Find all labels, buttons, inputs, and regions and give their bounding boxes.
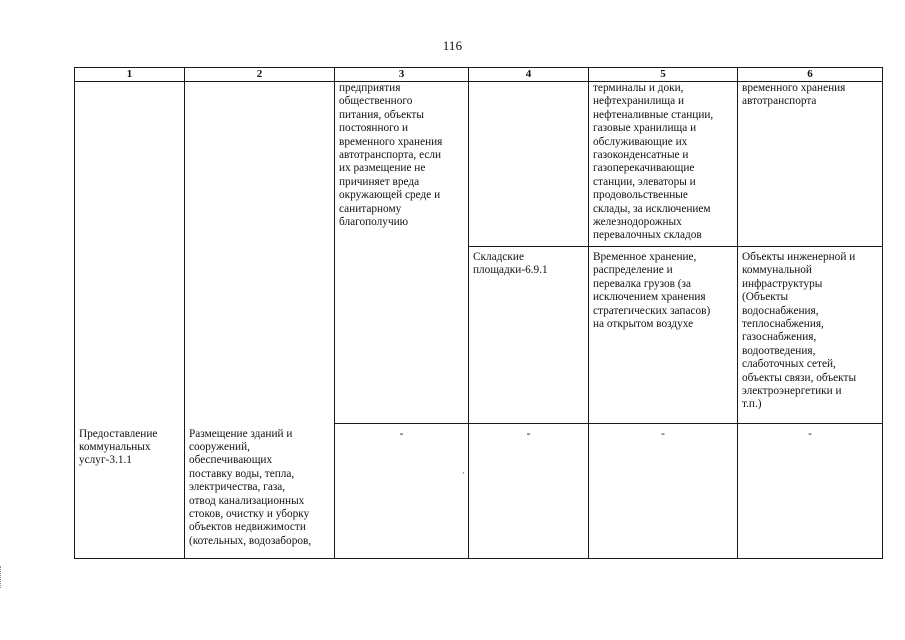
- continued-cell-col2: [185, 82, 335, 424]
- continued-cell-col4: [469, 82, 589, 247]
- column-header-2: 2: [185, 68, 335, 82]
- scan-speck: ‚: [462, 466, 465, 475]
- continued-cell-col5: терминалы и доки, нефтехранилища и нефтеналивные станции, газовые хранилища и обслуживающие их газоконденсатные и газоперекачивающие станции, элеваторы и продовольственные склады, за исключением железнодорожных перевалочных складов: [589, 82, 738, 247]
- storage-cell-col5: Временное хранение, распределение и перевалка грузов (за исключением хранения стратегических запасов) на открытом воздухе: [589, 247, 738, 424]
- scan-margin-mark: [0, 566, 4, 588]
- page-number: 116: [442, 38, 463, 53]
- continued-cell-col3: предприятия общественного питания, объекты постоянного и временного хранения автотранспорта, если их размещение не причиняет вреда окружающей среде и санитарному благополучию: [335, 82, 469, 424]
- communal-cell-col3: -: [335, 424, 469, 559]
- communal-cell-col2: Размещение зданий и сооружений, обеспечивающих поставку воды, тепла, электричества, газа, отвод канализационных стоков, очистку и уборку объектов недвижимости (котельных, водозаборов,: [185, 424, 335, 559]
- storage-cell-col6: Объекты инженерной и коммунальной инфраструктуры (Объекты водоснабжения, теплоснабжения, газоснабжения, водоотведения, слаботочных сетей, объекты связи, объекты электроэнергетики и т.п.): [738, 247, 883, 424]
- storage-cell-col4: Складские площадки-6.9.1: [469, 247, 589, 424]
- continued-cell-col1: [75, 82, 185, 424]
- column-header-5: 5: [589, 68, 738, 82]
- column-header-3: 3: [335, 68, 469, 82]
- communal-cell-col1: Предоставление коммунальных услуг-3.1.1: [75, 424, 185, 559]
- communal-cell-col4: -: [469, 424, 589, 559]
- communal-cell-col5: -: [589, 424, 738, 559]
- continued-cell-col6: временного хранения автотранспорта: [738, 82, 883, 247]
- land-use-table: [74, 67, 883, 559]
- column-header-4: 4: [469, 68, 589, 82]
- column-header-1: 1: [75, 68, 185, 82]
- continued-row: [75, 82, 883, 247]
- column-header-6: 6: [738, 68, 883, 82]
- communal-cell-col6: -: [738, 424, 883, 559]
- header-row: [75, 68, 883, 82]
- communal-services-row: [75, 424, 883, 559]
